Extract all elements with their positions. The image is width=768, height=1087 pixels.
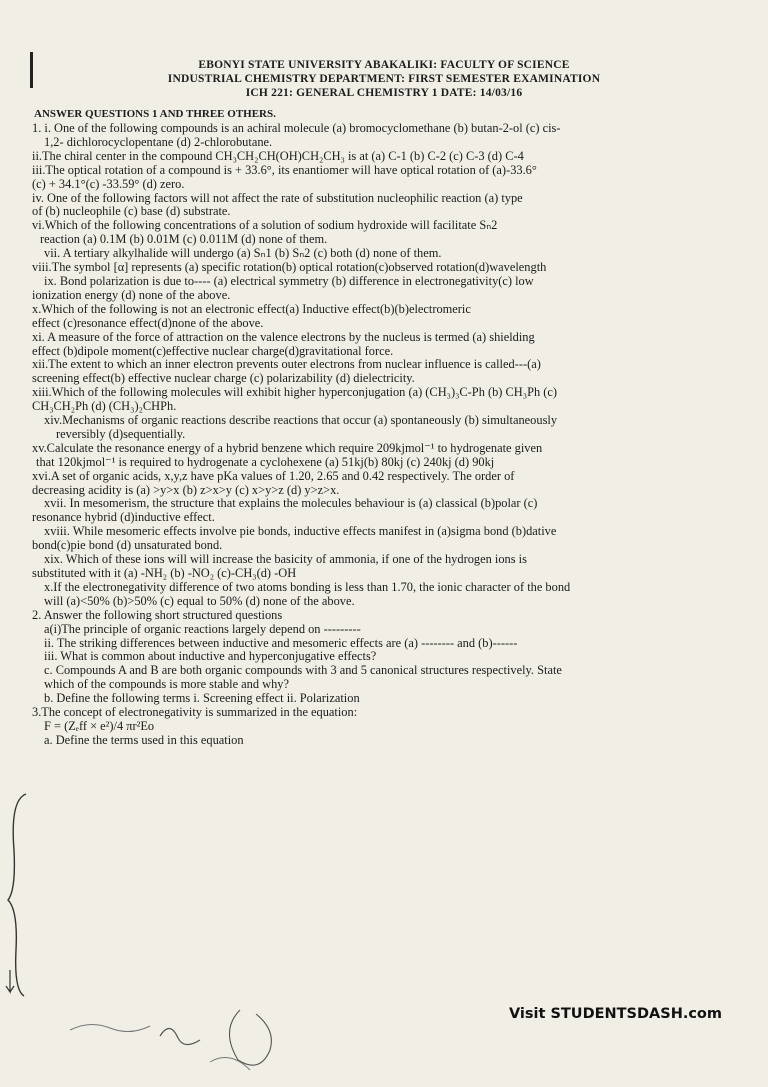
question-line: xix. Which of these ions will will increase the basicity of ammonia, if one of the hydrogen ions is bbox=[44, 553, 527, 567]
question-line: b. Define the following terms i. Screening effect ii. Polarization bbox=[44, 692, 360, 706]
question-line: xv.Calculate the resonance energy of a hybrid benzene which require 209kjmol⁻¹ to hydrogenate given bbox=[32, 441, 543, 455]
question-line: bond(c)pie bond (d) unsaturated bond. bbox=[32, 539, 223, 553]
question-line: ii. The striking differences between inductive and mesomeric effects are (a) -------- and (b)------ bbox=[44, 636, 518, 650]
handwritten-margin-brace bbox=[4, 790, 30, 1000]
question-line: iii.The optical rotation of a compound is + 33.6°, its enantiomer will have optical rotation of (a)-33.6° bbox=[32, 163, 537, 177]
exam-instruction: ANSWER QUESTIONS 1 AND THREE OTHERS. bbox=[34, 108, 276, 120]
question-line: ii.The chiral center in the compound CH₃CH₂CH(OH)CH₂CH₃ is at (a) C-1 (b) C-2 (c) C-3 (d) C-4 bbox=[32, 149, 524, 163]
question-line: xii.The extent to which an inner electron prevents outer electrons from nuclear influence is called---(a) bbox=[32, 358, 541, 372]
question-line: x.Which of the following is not an electronic effect(a) Inductive effect(b)(b)electromeric bbox=[32, 302, 471, 316]
question-line: 1,2- dichlorocyclopentane (d) 2-chlorobutane. bbox=[44, 135, 273, 149]
question-line: 1. i. One of the following compounds is an achiral molecule (a) bromocyclomethane (b) butan-2-ol (c) cis- bbox=[32, 122, 561, 135]
question-line: a(i)The principle of organic reactions largely depend on --------- bbox=[44, 622, 361, 636]
exam-header bbox=[0, 58, 768, 100]
course-line: ICH 221: GENERAL CHEMISTRY 1 DATE: 14/03/16 bbox=[245, 87, 523, 99]
question-line: 3.The concept of electronegativity is summarized in the equation: bbox=[32, 706, 358, 720]
question-line: xviii. While mesomeric effects involve pie bonds, inductive effects manifest in (a)sigma bond (b)dative bbox=[44, 525, 557, 539]
question-line: (c) + 34.1°(c) -33.59° (d) zero. bbox=[32, 177, 185, 191]
question-line: substituted with it (a) -NH₂ (b) -NO₂ (c)-CH₃(d) -OH bbox=[32, 567, 297, 580]
question-line: xi. A measure of the force of attraction on the valence electrons by the nucleus is termed (a) shielding bbox=[32, 330, 535, 344]
question-line: F = (Zₑff × e²)/4 πr²Eo bbox=[44, 719, 155, 733]
question-line: decreasing acidity is (a) >y>x (b) z>x>y (c) x>y>z (d) y>z>x. bbox=[32, 483, 340, 497]
question-line: of (b) nucleophile (c) base (d) substrate. bbox=[32, 205, 231, 219]
question-line: xvii. In mesomerism, the structure that explains the molecules behaviour is (a) classical (b)polar (c) bbox=[44, 497, 538, 511]
question-line: iv. One of the following factors will not affect the rate of substitution nucleophilic reaction (a) type bbox=[32, 191, 523, 205]
question-line: ionization energy (d) none of the above. bbox=[32, 288, 231, 302]
question-line: that 120kjmol⁻¹ is required to hydrogenate a cyclohexene (a) 51kj(b) 80kj (c) 240kj (d) 90kj bbox=[36, 455, 495, 469]
question-body bbox=[32, 122, 696, 748]
question-line: will (a)<50% (b)>50% (c) equal to 50% (d) none of the above. bbox=[44, 594, 355, 608]
question-line: effect (c)resonance effect(d)none of the above. bbox=[32, 316, 264, 330]
question-line: which of the compounds is more stable and why? bbox=[44, 678, 290, 692]
question-line: reversibly (d)sequentially. bbox=[56, 427, 186, 441]
handwritten-signature-scribble bbox=[60, 990, 300, 1080]
question-line: iii. What is common about inductive and hyperconjugative effects? bbox=[44, 650, 377, 664]
question-line: vii. A tertiary alkylhalide will undergo (a) Sₙ1 (b) Sₙ2 (c) both (d) none of them. bbox=[44, 247, 442, 261]
department-line: INDUSTRIAL CHEMISTRY DEPARTMENT: FIRST SEMESTER EXAMINATION bbox=[167, 73, 601, 85]
university-line: EBONYI STATE UNIVERSITY ABAKALIKI: FACULTY OF SCIENCE bbox=[198, 59, 570, 71]
question-line: screening effect(b) effective nuclear charge (c) polarizability (d) dielectricity. bbox=[32, 372, 415, 386]
question-line: xiv.Mechanisms of organic reactions describe reactions that occur (a) spontaneously (b) simultaneously bbox=[44, 414, 558, 428]
question-line: a. Define the terms used in this equation bbox=[44, 733, 244, 747]
question-line: x.If the electronegativity difference of two atoms bonding is less than 1.70, the ionic character of the bond bbox=[44, 580, 571, 594]
question-line: effect (b)dipole moment(c)effective nuclear charge(d)gravitational force. bbox=[32, 344, 394, 358]
question-line: xvi.A set of organic acids, x,y,z have pKa values of 1.20, 2.65 and 0.42 respectively. The order of bbox=[32, 469, 515, 483]
question-line: ix. Bond polarization is due to---- (a) electrical symmetry (b) difference in electronegativity(c) low bbox=[44, 274, 534, 288]
question-line: xiii.Which of the following molecules will exhibit higher hyperconjugation (a) (CH₃)₃C-Ph (b) CH₃Ph (c) bbox=[32, 386, 557, 400]
watermark-text: Visit STUDENTSDASH.com bbox=[508, 1006, 722, 1022]
question-line: vi.Which of the following concentrations of a solution of sodium hydroxide will facilitate Sₙ2 bbox=[32, 219, 498, 233]
question-line: 2. Answer the following short structured questions bbox=[32, 608, 283, 622]
question-line: viii.The symbol [α] represents (a) specific rotation(b) optical rotation(c)observed rotation(d)wavelength bbox=[32, 261, 547, 275]
question-line: c. Compounds A and B are both organic compounds with 3 and 5 canonical structures respectively. State bbox=[44, 664, 562, 678]
question-line: CH₃CH₂Ph (d) (CH₃)₂CHPh. bbox=[32, 400, 177, 414]
question-line: reaction (a) 0.1M (b) 0.01M (c) 0.011M (d) none of them. bbox=[40, 233, 328, 247]
question-line: resonance hybrid (d)inductive effect. bbox=[32, 511, 215, 525]
